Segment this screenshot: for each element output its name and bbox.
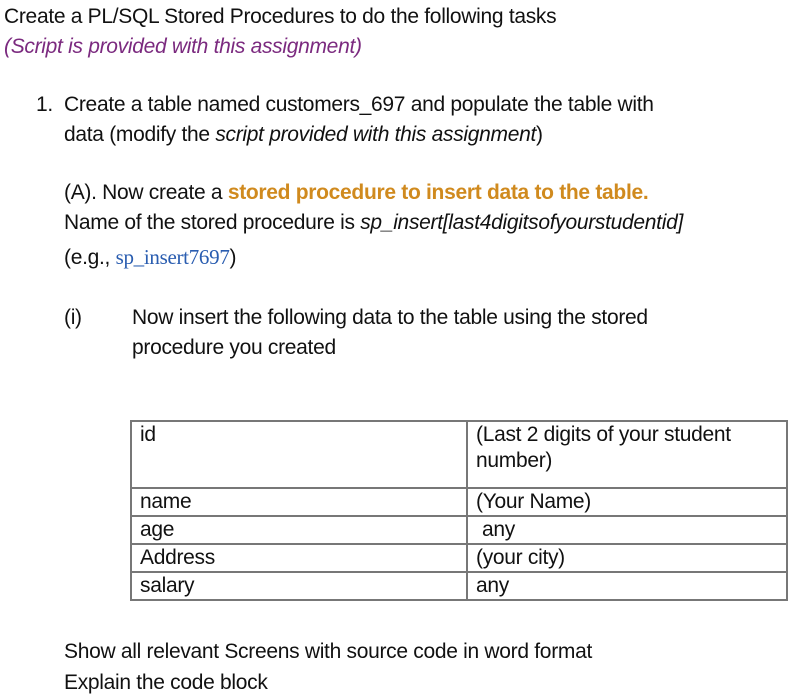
value-cell: (Your Name): [467, 488, 787, 516]
partA-line1: [64, 181, 648, 205]
field-cell: Address: [131, 544, 467, 572]
footer-line2: Explain the code block: [64, 671, 268, 694]
procedure-example: sp_insert7697: [115, 245, 230, 269]
subtitle: (Script is provided with this assignment): [4, 35, 362, 58]
partA-line2-prefix: Name of the stored procedure is: [64, 211, 361, 234]
task1-line1: Create a table named customers_697 and populate the table with: [64, 93, 654, 116]
table-row: [131, 572, 787, 600]
partA-line3-prefix: (e.g.,: [64, 246, 116, 269]
task1-line2: [64, 123, 543, 147]
value-cell: any: [467, 516, 787, 544]
value-cell: any: [467, 572, 787, 600]
partI-line1: Now insert the following data to the table using the stored: [132, 306, 648, 329]
page-title: Create a PL/SQL Stored Procedures to do the following tasks: [4, 5, 557, 28]
data-table: [130, 420, 788, 601]
field-cell: id: [131, 421, 467, 488]
partI-label: (i): [64, 306, 82, 329]
task1-line2-italic: script provided with this assignment: [215, 123, 537, 146]
table-row: [131, 488, 787, 516]
field-cell: salary: [131, 572, 467, 600]
table-row: [131, 516, 787, 544]
value-cell: (Last 2 digits of your student number): [467, 421, 787, 488]
field-cell: age: [131, 516, 467, 544]
task-number: 1.: [36, 93, 53, 116]
partI-line2: procedure you created: [132, 336, 336, 359]
task1-line2-prefix: data (modify the: [64, 123, 216, 146]
field-cell: name: [131, 488, 467, 516]
partA-highlight: stored procedure to insert data to the table: [227, 181, 643, 204]
procedure-name: sp_insert[last4digitsofyourstudentid]: [360, 211, 683, 234]
value-cell: (your city): [467, 544, 787, 572]
task1-line2-suffix: ): [536, 123, 543, 146]
partA-line2: [64, 211, 683, 235]
partA-line3-suffix: ): [229, 246, 237, 269]
partA-line3: [64, 245, 236, 270]
table-row: [131, 544, 787, 572]
table-row: [131, 421, 787, 488]
partA-highlight-end: .: [642, 181, 649, 204]
partA-prefix: (A). Now create a: [64, 181, 228, 204]
footer-line1: Show all relevant Screens with source code in word format: [64, 640, 592, 663]
